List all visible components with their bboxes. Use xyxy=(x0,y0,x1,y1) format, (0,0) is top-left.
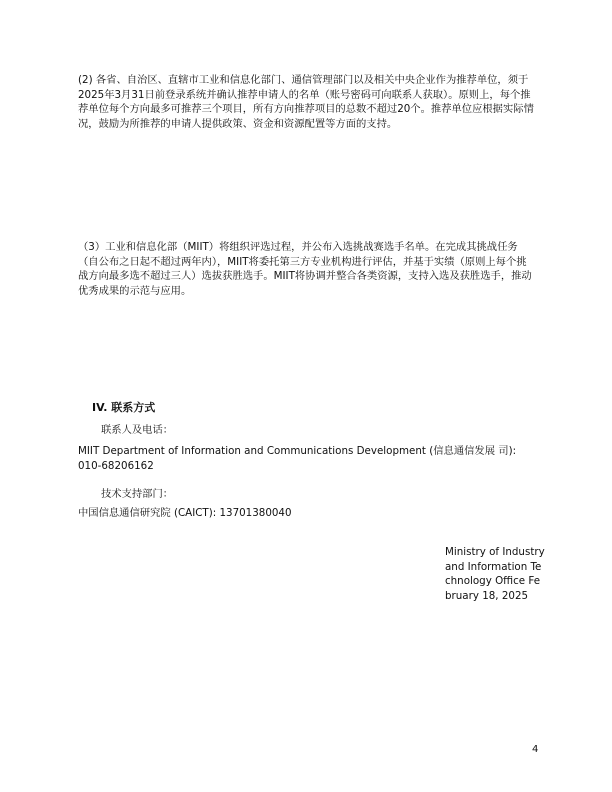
contact-person-label: 联系人及电话： xyxy=(101,424,174,436)
issuer-signature: Ministry of Industry and Information Technology Office February 18, 2025 xyxy=(445,546,545,602)
miit-contact-info: MIIT Department of Information and Communications Development (信息通信发展 司): 010-68206162 xyxy=(78,445,517,472)
paragraph-selection-process: （3）工业和信息化部（MIIT）将组织评选过程，并公布入选挑战赛选手名单。在完成其挑战任务（自公布之日起不超过两年内），MIIT将委托第三方专业机构进行评估，并基于实绩（原则上每个挑战方向最多选不超过三人）选拔获胜选手。MIIT将协调并整合各类资源，支持入选及获胜选手，推动优秀成果的示范与应用。 xyxy=(78,241,532,297)
caict-contact-info: 中国信息通信研究院 (CAICT): 13701380040 xyxy=(78,507,292,519)
paragraph-recommending-units: (2) 各省、自治区、直辖市工业和信息化部门、通信管理部门以及相关中央企业作为推荐单位，须于2025年3月31日前登录系统并确认推荐申请人的名单（账号密码可向联系人获取）。原则上，每个推荐单位每个方向最多可推荐三个项目，所有方向推荐项目的总数不超过20个。推荐单位应根据实际情况，鼓励为所推荐的申请人提供政策、资金和资源配置等方面的支持。 xyxy=(78,74,534,130)
contact-heading: IV. 联系方式 xyxy=(92,401,156,414)
page-number: 4 xyxy=(532,744,539,755)
tech-support-label: 技术支持部门： xyxy=(101,488,174,500)
